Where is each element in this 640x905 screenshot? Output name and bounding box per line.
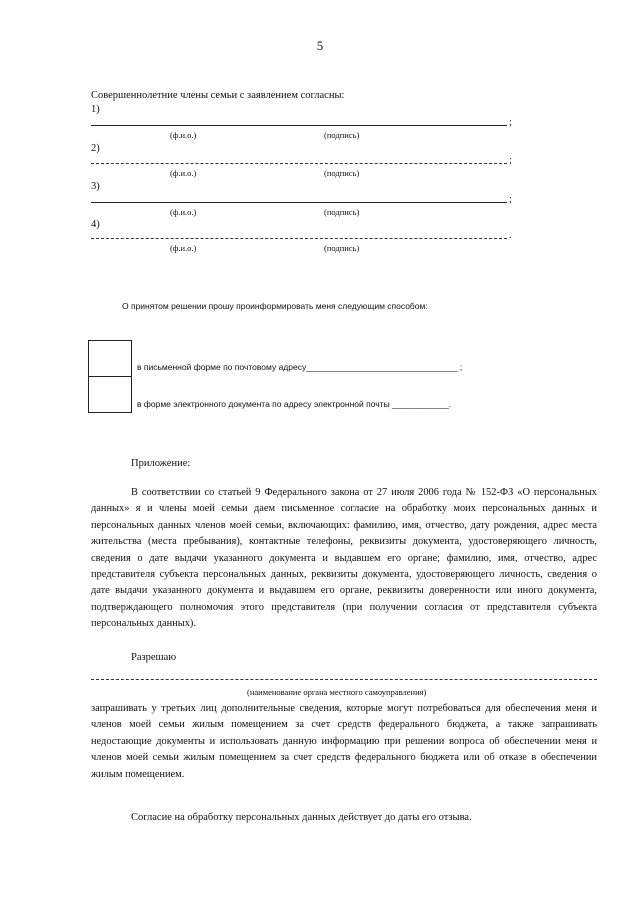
signature-caption: (подпись) [324, 130, 360, 140]
member-number: 4) [91, 219, 100, 230]
signature-caption: (подпись) [324, 168, 360, 178]
member-line-end: ; [509, 155, 512, 166]
signature-caption: (подпись) [324, 243, 360, 253]
member-number: 1) [91, 104, 100, 115]
email-option-checkbox[interactable] [88, 376, 132, 413]
fio-caption: (ф.и.о.) [170, 243, 197, 253]
validity-text: Согласие на обработку персональных данных действует до даты его отзыва. [131, 812, 472, 823]
member-signature-line[interactable] [91, 125, 507, 126]
member-signature-line[interactable] [91, 163, 507, 164]
consent-heading: Совершеннолетние члены семьи с заявлением согласны: [91, 90, 345, 101]
postal-option-checkbox[interactable] [88, 340, 132, 377]
appendix-label: Приложение: [131, 458, 191, 469]
permit-label: Разрешаю [131, 652, 177, 663]
member-signature-line[interactable] [91, 202, 507, 203]
page-number: 5 [316, 38, 324, 53]
fio-caption: (ф.и.о.) [170, 168, 197, 178]
fio-caption: (ф.и.о.) [170, 207, 197, 217]
member-line-end: ; [509, 117, 512, 128]
member-number: 2) [91, 143, 100, 154]
member-line-end: . [509, 230, 512, 241]
request-paragraph: запрашивать у третьих лиц дополнительные сведения, которые могут потребоваться для обеспечения меня и членов моей семьи жилым помещением за счет средств федерального бюджета, а также запрашивать недостающие документы и использовать данную информацию при решении вопроса об обеспечении меня и членов моей семьи жилым помещением за счет средств федерального бюджета или об отказе в обеспечении жилым помещением. [91, 703, 597, 780]
member-number: 3) [91, 181, 100, 192]
organ-caption: (наименование органа местного самоуправления) [247, 687, 427, 697]
organ-name-line[interactable] [91, 679, 597, 680]
signature-caption: (подпись) [324, 207, 360, 217]
member-signature-line[interactable] [91, 238, 507, 239]
postal-option-label: в письменной форме по почтовому адресу________________________________ ; [137, 362, 463, 372]
consent-paragraph: В соответствии со статьей 9 Федерального закона от 27 июля 2006 года № 152-ФЗ «О персональных данных» я и члены моей семьи даем письменное согласие на обработку моих персональных данных и персональных данных членов моей семьи, включающих: фамилию, имя, отчество, дату рождения, адрес места жительства (места пребывания), контактные телефоны, реквизиты документа, удостоверяющего личность, сведения о дате выдачи указанного документа и выдавшем его органе; фамилию, имя, отчество, адрес представителя субъекта персональных данных, реквизиты документа, удостоверяющего личность, сведения о дате выдачи указанного документа и выдавшем его органе, реквизиты доверенности или иного документа, подтверждающего полномочия этого представителя (при получении согласия от представителя субъекта персональных данных). [91, 487, 597, 630]
member-line-end: ; [509, 194, 512, 205]
fio-caption: (ф.и.о.) [170, 130, 197, 140]
email-option-label: в форме электронного документа по адресу электронной почты ____________. [137, 399, 452, 409]
notify-method-text: О принятом решении прошу проинформировать меня следующим способом: [122, 301, 428, 311]
